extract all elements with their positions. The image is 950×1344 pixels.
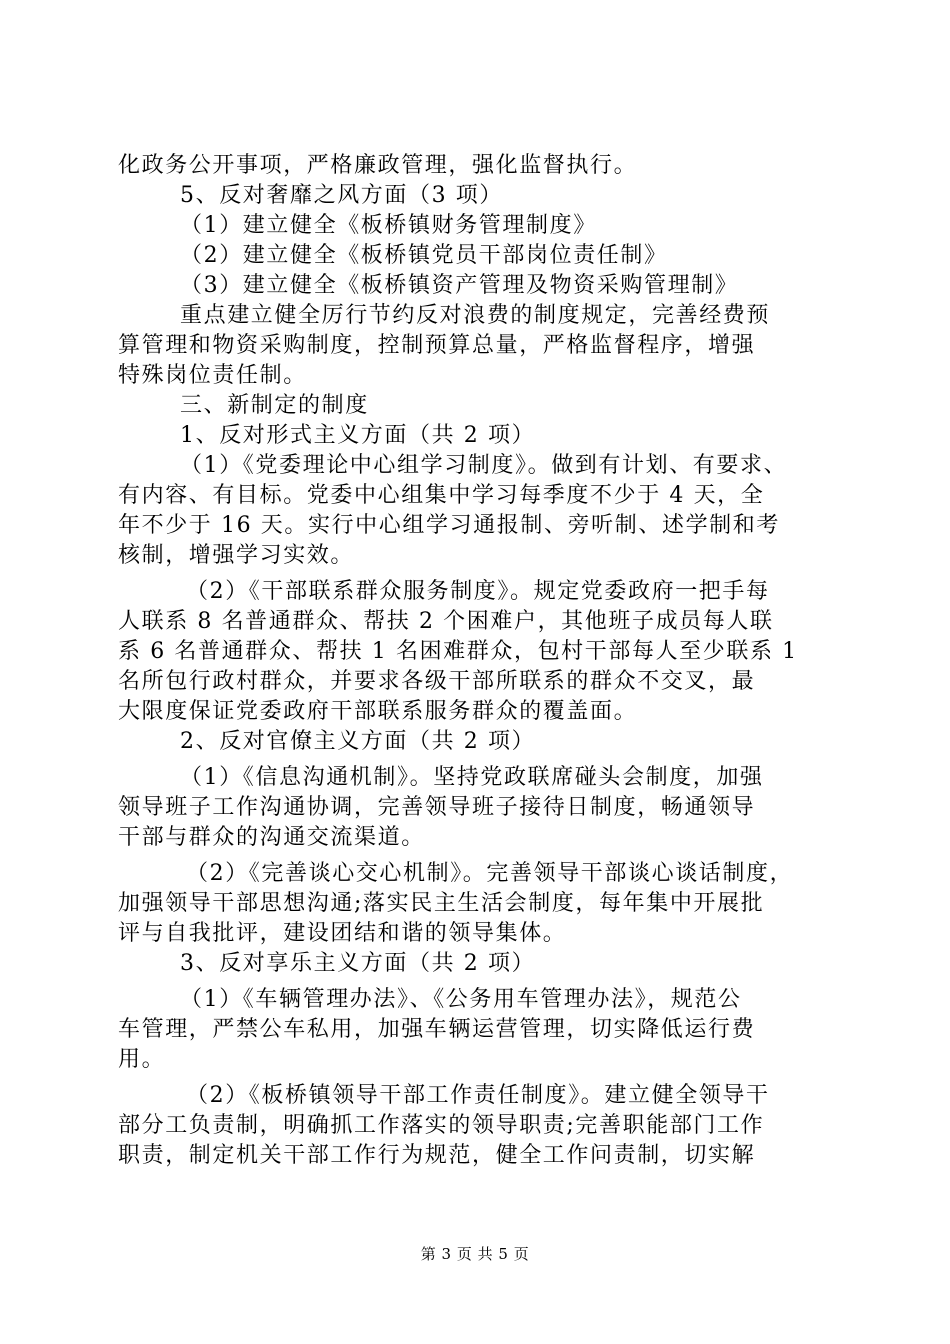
paragraph-line: 系 6 名普通群众、帮扶 1 名困难群众，包村干部每人至少联系 1 [118,639,798,664]
paragraph-line: 车管理，严禁公车私用，加强车辆运营管理，切实降低运行费 [118,1017,756,1042]
paragraph-line: 用。 [118,1047,166,1072]
paragraph-line: 职责，制定机关干部工作行为规范，健全工作问责制，切实解 [118,1143,756,1168]
paragraph-line: （2）《完善谈心交心机制》。完善领导干部谈心谈话制度， [186,861,794,886]
paragraph-line: （2）《干部联系群众服务制度》。规定党委政府一把手每 [186,579,770,604]
paragraph-line: 人联系 8 名普通群众、帮扶 2 个困难户，其他班子成员每人联 [118,609,774,634]
section-heading: 3、反对享乐主义方面（共 2 项） [180,951,536,976]
paragraph-line: 核制，增强学习实效。 [118,543,355,568]
paragraph-line: 加强领导干部思想沟通;落实民主生活会制度，每年集中开展批 [118,891,765,916]
section-heading: 1、反对形式主义方面（共 2 项） [180,423,536,448]
paragraph-line: 领导班子工作沟通协调，完善领导班子接待日制度，畅通领导 [118,795,756,820]
section-heading: 2、反对官僚主义方面（共 2 项） [180,729,536,754]
list-item: （3）建立健全《板桥镇资产管理及物资采购管理制》 [180,273,739,298]
paragraph-line: （2）《板桥镇领导干部工作责任制度》。建立健全领导干 [186,1083,770,1108]
section-heading: 三、新制定的制度 [180,393,369,418]
paragraph-line: 特殊岗位责任制。 [118,363,307,388]
paragraph-line: 算管理和物资采购制度，控制预算总量，严格监督程序，增强 [118,333,756,358]
paragraph-line: 有内容、有目标。党委中心组集中学习每季度不少于 4 天，全 [118,483,765,508]
paragraph-line: （1）《信息沟通机制》。坚持党政联席碰头会制度，加强 [180,765,764,790]
document-body [118,151,833,1171]
section-heading: 5、反对奢靡之风方面（3 项） [180,183,503,208]
paragraph-line: 名所包行政村群众，并要求各级干部所联系的群众不交叉，最 [118,669,756,694]
list-item: （2）建立健全《板桥镇党员干部岗位责任制》 [180,243,668,268]
paragraph-line: 部分工负责制，明确抓工作落实的领导职责;完善职能部门工作 [118,1113,765,1138]
paragraph-line: 化政务公开事项，严格廉政管理，强化监督执行。 [118,153,638,178]
list-item: （1）建立健全《板桥镇财务管理制度》 [180,213,597,238]
paragraph-line: （1）《车辆管理办法》、《公务用车管理办法》，规范公 [180,987,742,1012]
paragraph-line: （1）《党委理论中心组学习制度》。做到有计划、有要求、 [180,453,788,478]
paragraph-line: 年不少于 16 天。实行中心组学习通报制、旁听制、述学制和考 [118,513,780,538]
paragraph-line: 重点建立健全厉行节约反对浪费的制度规定，完善经费预 [180,303,771,328]
page-number-footer: 第 3 页 共 5 页 [420,1245,530,1263]
paragraph-line: 评与自我批评，建设团结和谐的领导集体。 [118,921,567,946]
paragraph-line: 大限度保证党委政府干部联系服务群众的覆盖面。 [118,699,638,724]
paragraph-line: 干部与群众的沟通交流渠道。 [118,825,425,850]
